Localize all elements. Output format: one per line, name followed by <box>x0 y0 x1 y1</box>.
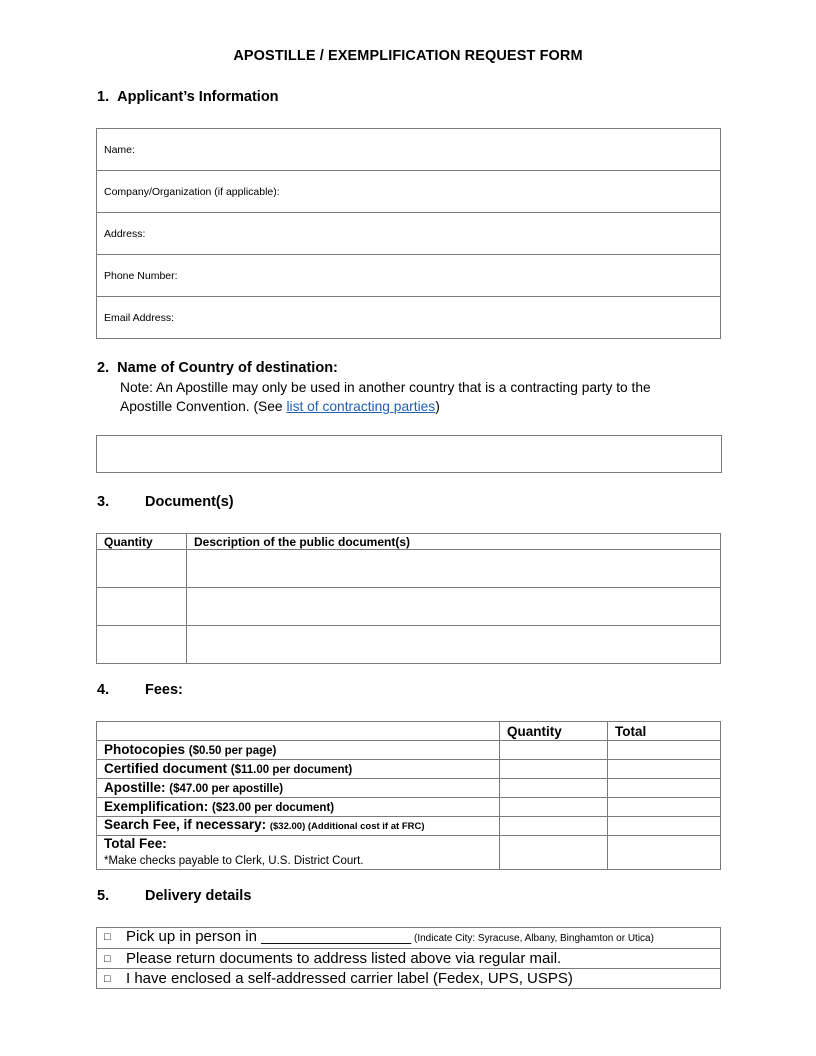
table-row <box>97 626 721 664</box>
quantity-cell[interactable] <box>97 550 187 588</box>
fee-label: Apostille: <box>104 779 166 795</box>
column-header-description: Description of the public document(s) <box>187 534 721 550</box>
fees-table <box>96 721 721 870</box>
contracting-parties-link[interactable]: list of contracting parties <box>286 399 436 414</box>
column-header-quantity: Quantity <box>500 722 608 741</box>
checkbox-icon[interactable]: □ <box>104 972 111 985</box>
address-field[interactable] <box>97 213 721 255</box>
total-cell[interactable] <box>608 741 721 760</box>
field-label: Address: <box>104 227 146 240</box>
description-cell[interactable] <box>187 550 721 588</box>
field-label: Phone Number: <box>104 269 178 282</box>
fee-detail: ($0.50 per page) <box>188 744 277 757</box>
section-5-heading <box>97 888 251 904</box>
name-field[interactable] <box>97 129 721 171</box>
checkbox-icon[interactable]: □ <box>104 952 111 965</box>
quantity-cell[interactable] <box>97 588 187 626</box>
note-line-1: Note: An Apostille may only be used in another country that is a contracting party to the <box>120 380 651 395</box>
quantity-cell[interactable] <box>500 836 608 870</box>
country-input[interactable] <box>96 435 722 473</box>
section-number: 3. <box>97 494 110 510</box>
section-title: Applicant’s Information <box>117 89 279 105</box>
delivery-option-carrier-label[interactable] <box>97 969 721 989</box>
company-field[interactable] <box>97 171 721 213</box>
fee-row-certified <box>97 760 721 779</box>
section-number: 1. <box>97 89 110 105</box>
description-cell[interactable] <box>187 588 721 626</box>
quantity-cell[interactable] <box>500 798 608 817</box>
phone-field[interactable] <box>97 255 721 297</box>
delivery-option-pickup[interactable] <box>97 928 721 949</box>
section-number: 5. <box>97 888 110 904</box>
payable-note: *Make checks payable to Clerk, U.S. District Court. <box>104 855 364 867</box>
field-label: Email Address: <box>104 311 175 324</box>
field-label: Name: <box>104 143 135 156</box>
fee-label: Exemplification: <box>104 798 209 814</box>
applicant-info-table <box>96 128 721 339</box>
option-text: Please return documents to address listed above via regular mail. <box>126 949 562 967</box>
section-title: Fees: <box>145 682 183 698</box>
note-text: Apostille Convention. (See <box>120 399 287 414</box>
total-fee-cell[interactable] <box>608 836 721 870</box>
quantity-cell[interactable] <box>500 741 608 760</box>
total-cell[interactable] <box>608 817 721 836</box>
delivery-option-mail[interactable] <box>97 949 721 969</box>
quantity-cell[interactable] <box>500 760 608 779</box>
option-text: I have enclosed a self-addressed carrier label (Fedex, UPS, USPS) <box>126 969 573 987</box>
apostille-note <box>120 378 720 416</box>
form-title: APOSTILLE / EXEMPLIFICATION REQUEST FORM <box>233 48 583 64</box>
section-2-heading <box>97 360 338 376</box>
section-1-heading <box>97 89 279 105</box>
section-4-heading <box>97 682 183 698</box>
table-row <box>97 550 721 588</box>
note-text: ) <box>435 399 440 414</box>
fee-row-apostille <box>97 779 721 798</box>
email-field[interactable] <box>97 297 721 339</box>
table-row <box>97 588 721 626</box>
section-number: 4. <box>97 682 110 698</box>
description-cell[interactable] <box>187 626 721 664</box>
fee-detail: ($32.00) (Additional cost if at FRC) <box>269 821 425 832</box>
quantity-cell[interactable] <box>500 817 608 836</box>
column-header-total: Total <box>608 722 721 741</box>
section-number: 2. <box>97 360 110 376</box>
total-cell[interactable] <box>608 779 721 798</box>
fee-detail: ($11.00 per document) <box>230 763 353 776</box>
fee-detail: ($23.00 per document) <box>212 801 335 814</box>
section-title: Document(s) <box>145 494 234 510</box>
total-fee-label: Total Fee: <box>104 836 167 851</box>
delivery-options-table <box>96 927 721 989</box>
field-label: Company/Organization (if applicable): <box>104 185 280 198</box>
fee-label: Photocopies <box>104 741 186 757</box>
quantity-cell[interactable] <box>97 626 187 664</box>
option-text: Pick up in person in __________________ <box>126 928 412 945</box>
section-title: Delivery details <box>145 888 252 904</box>
documents-table <box>96 533 721 664</box>
fee-label: Certified document <box>104 760 228 776</box>
section-title: Name of Country of destination: <box>117 360 338 376</box>
column-header-quantity: Quantity <box>97 534 187 550</box>
fee-row-search <box>97 817 721 836</box>
note-line-2 <box>120 397 720 416</box>
total-cell[interactable] <box>608 760 721 779</box>
fee-label: Search Fee, if necessary: <box>104 817 267 832</box>
fee-detail: ($47.00 per apostille) <box>169 782 284 795</box>
checkbox-icon[interactable]: □ <box>104 931 111 943</box>
section-3-heading <box>97 494 234 510</box>
fee-row-photocopies <box>97 741 721 760</box>
total-cell[interactable] <box>608 798 721 817</box>
fee-row-total <box>97 836 721 870</box>
option-hint: (Indicate City: Syracuse, Albany, Binghamton or Utica) <box>411 933 654 944</box>
column-header-item <box>97 722 500 741</box>
quantity-cell[interactable] <box>500 779 608 798</box>
fee-row-exemplification <box>97 798 721 817</box>
